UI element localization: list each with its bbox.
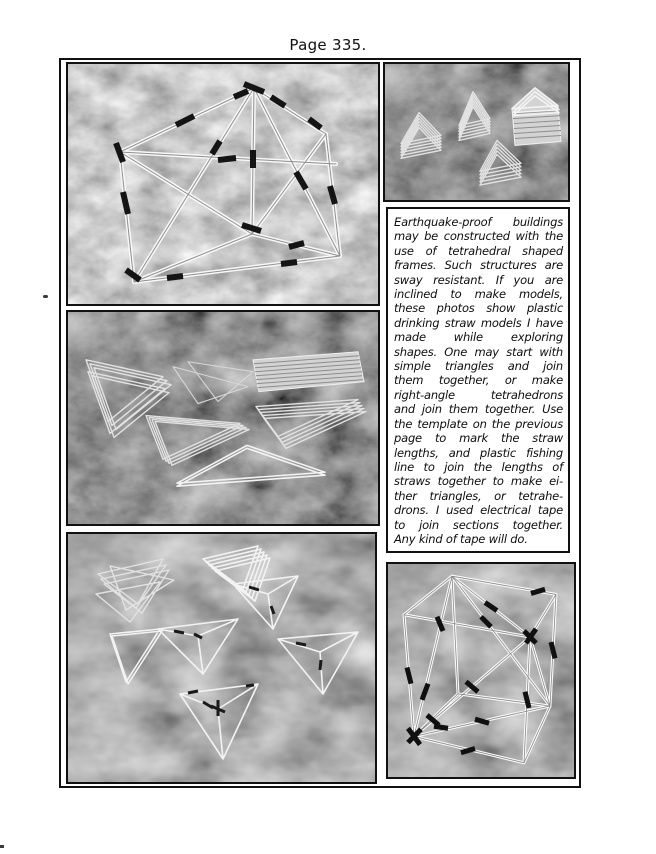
caption-text-line: right-angle tetrahedrons bbox=[394, 387, 563, 402]
scan-speck bbox=[0, 845, 4, 848]
caption-text-line: use of tetrahedral shaped bbox=[394, 243, 563, 258]
cube-tetrahedron-image bbox=[388, 564, 574, 777]
tetrahedra-image bbox=[68, 534, 375, 782]
caption-text-line: drons. I used electrical tape bbox=[394, 503, 563, 518]
caption-text-line: the template on the previous bbox=[394, 416, 563, 431]
triangle-stacks-image bbox=[385, 64, 568, 200]
caption-text-line: ther triangles, or tetrahe- bbox=[394, 488, 563, 503]
caption-text-line: Earthquake-proof buildings bbox=[394, 215, 563, 229]
caption-text-line: these photos show plastic bbox=[394, 301, 563, 316]
caption-text-line: shapes. One may start with bbox=[394, 344, 563, 359]
photo-triangle-pile bbox=[66, 310, 380, 526]
caption-text-line: simple triangles and join bbox=[394, 359, 563, 374]
page-number-heading: Page 335. bbox=[289, 36, 367, 54]
caption-text-line: drinking straw models I have bbox=[394, 315, 563, 330]
caption-text-line: may be constructed with the bbox=[394, 229, 563, 244]
scan-speck bbox=[43, 295, 48, 298]
caption-text-line: Any kind of tape will do. bbox=[394, 531, 528, 546]
caption-text-line: inclined to make models, bbox=[394, 287, 563, 302]
caption-text-box bbox=[386, 207, 570, 553]
caption-text-line: them together, or make bbox=[394, 373, 563, 388]
caption-text-line: to join sections together. bbox=[394, 517, 563, 532]
caption-text-line: straws together to make ei- bbox=[394, 474, 563, 489]
caption-text-line: line to join the lengths of bbox=[394, 459, 563, 474]
caption-text-line: sway resistant. If you are bbox=[394, 272, 563, 287]
caption-text-line: made while exploring bbox=[394, 330, 563, 345]
caption-text-line: lengths, and plastic fishing bbox=[394, 445, 563, 460]
caption-text-line: page to mark the straw bbox=[394, 431, 563, 446]
photo-triangle-stacks bbox=[383, 62, 570, 202]
caption-text-line: frames. Such structures are bbox=[394, 258, 563, 273]
caption-text-line: and join them together. Use bbox=[394, 402, 563, 417]
triangle-pile-image bbox=[68, 312, 378, 524]
straw-pyramid-image bbox=[68, 64, 378, 304]
photo-straw-pyramid bbox=[66, 62, 380, 306]
photo-tetrahedra bbox=[66, 532, 377, 784]
photo-cube-tetrahedron bbox=[386, 562, 576, 779]
